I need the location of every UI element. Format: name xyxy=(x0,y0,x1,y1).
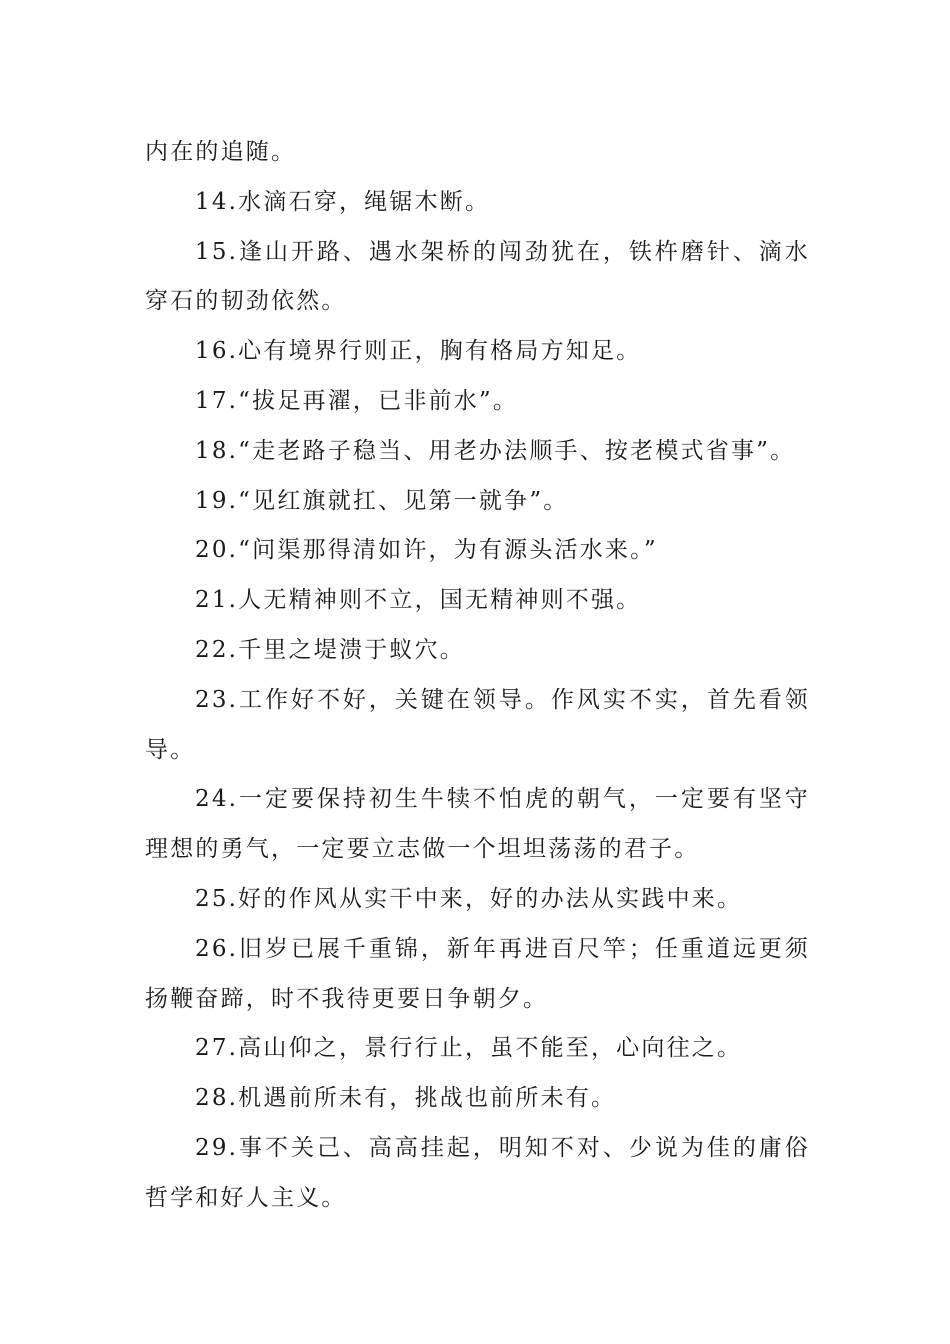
paragraph-15: 15.逢山开路、遇水架桥的闯劲犹在，铁杵磨针、滴水穿石的韧劲依然。 xyxy=(145,238,810,315)
paragraph-20: 20.“问渠那得清如许，为有源头活水来。” xyxy=(195,537,658,564)
paragraph-27: 27.高山仰之，景行行止，虽不能至，心向往之。 xyxy=(195,1035,743,1062)
paragraph-23: 23.工作好不好，关键在领导。作风实不实，首先看领导。 xyxy=(145,686,810,763)
paragraph-18: 18.“走老路子稳当、用老办法顺手、按老模式省事”。 xyxy=(195,437,796,464)
paragraph-17: 17.“拔足再濯，已非前水”。 xyxy=(195,387,519,414)
document-body xyxy=(145,128,810,1224)
paragraph-26: 26.旧岁已展千重锦，新年再进百尺竿；任重道远更须扬鞭奋蹄，时不我待更要日争朝夕。 xyxy=(145,935,810,1012)
paragraph-21: 21.人无精神则不立，国无精神则不强。 xyxy=(195,587,642,614)
paragraph-continuation: 内在的追随。 xyxy=(145,139,297,165)
paragraph-29: 29.事不关己、高高挂起，明知不对、少说为佳的庸俗哲学和好人主义。 xyxy=(145,1134,810,1211)
paragraph-24: 24.一定要保持初生牛犊不怕虎的朝气，一定要有坚守理想的勇气，一定要立志做一个坦坦荡荡的君子。 xyxy=(145,786,810,863)
paragraph-22: 22.千里之堤溃于蚁穴。 xyxy=(195,636,465,663)
paragraph-16: 16.心有境界行则正，胸有格局方知足。 xyxy=(195,338,642,365)
paragraph-28: 28.机遇前所未有，挑战也前所未有。 xyxy=(195,1085,617,1112)
paragraph-19: 19.“见红旗就扛、见第一就争”。 xyxy=(195,487,569,514)
paragraph-14: 14.水滴石穿，绳锯木断。 xyxy=(195,188,491,215)
paragraph-25: 25.好的作风从实干中来，好的办法从实践中来。 xyxy=(195,885,743,912)
